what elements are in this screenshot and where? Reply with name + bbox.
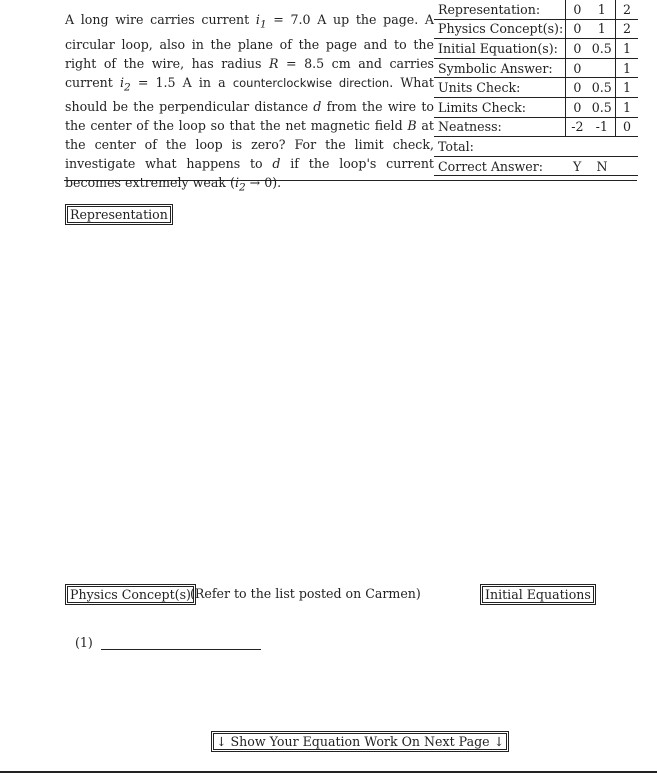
answer-no: N	[589, 156, 616, 176]
physics-concepts-note: (Refer to the list posted on Carmen)	[190, 586, 421, 601]
rubric-score: 0	[616, 117, 638, 137]
rubric-score	[566, 137, 589, 157]
rubric-score: 0	[566, 0, 589, 19]
next-page-notice	[211, 731, 509, 752]
physics-concepts-label: Physics Concept(s)	[70, 587, 191, 602]
problem-text: → 0).	[245, 175, 282, 191]
rubric-score: 0	[566, 78, 589, 98]
rubric-score: 1	[589, 0, 616, 19]
rubric-score: 1	[616, 39, 638, 59]
initial-equations-label: Initial Equations	[485, 587, 591, 602]
rubric-score: 0.5	[589, 78, 616, 98]
problem-text: = 1.5 A in a	[130, 74, 233, 90]
rubric-score: 1	[589, 19, 616, 39]
rubric-row	[434, 58, 638, 78]
problem-text: A long wire carries current	[65, 12, 256, 27]
problem-text: if the loop's current becomes extremely weak (	[65, 156, 434, 191]
direction-emphasis: counterclockwise direction	[232, 75, 390, 90]
rubric-label: Initial Equation(s):	[434, 39, 566, 59]
var-b: B	[407, 118, 417, 134]
var-d: d	[272, 156, 281, 172]
problem-text: at the center of the loop is zero? For the limit check, investigate what happens to	[65, 118, 434, 172]
var-i2: $i_2$	[119, 74, 131, 94]
problem-text: . What should be the perpendicular distance	[65, 74, 434, 115]
rubric-score: 0	[566, 58, 589, 78]
rubric-score: -2	[566, 117, 589, 137]
problem-text: = 7.0 A up the page. A circular loop, also in the plane of the page and to the right of the wire, has radius	[65, 12, 434, 71]
rubric-label: Representation:	[434, 0, 566, 19]
rubric-score: 0	[566, 39, 589, 59]
problem-statement	[65, 10, 434, 198]
rubric-score: -1	[589, 117, 616, 137]
var-d: d	[313, 99, 322, 115]
answer-yes: Y	[566, 156, 589, 176]
problem-text: from the wire to the center of the loop so that the net magnetic field	[65, 99, 434, 134]
rubric-label: Symbolic Answer:	[434, 58, 566, 78]
initial-equations-heading	[480, 584, 596, 605]
rubric-label: Units Check:	[434, 78, 566, 98]
rubric-score: 2	[616, 19, 638, 39]
rubric-score	[589, 58, 616, 78]
concept-answer-line	[101, 649, 261, 650]
rubric-score	[589, 137, 616, 157]
rubric-score: 1	[616, 97, 638, 117]
rubric-score: 1	[616, 78, 638, 98]
rubric-row	[434, 78, 638, 98]
rubric-row	[434, 156, 638, 176]
rubric-row	[434, 19, 638, 39]
rubric-label: Limits Check:	[434, 97, 566, 117]
physics-concepts-heading	[65, 584, 196, 605]
representation-heading	[65, 204, 173, 225]
rubric-score: 0	[566, 19, 589, 39]
section-divider	[64, 180, 637, 181]
rubric-score: 0.5	[589, 97, 616, 117]
rubric-label: Physics Concept(s):	[434, 19, 566, 39]
next-page-label: ↓ Show Your Equation Work On Next Page ↓	[216, 734, 505, 749]
rubric-label: Total:	[434, 137, 566, 157]
rubric-row	[434, 39, 638, 59]
rubric-row	[434, 137, 638, 157]
rubric-row	[434, 0, 638, 19]
rubric-score: 2	[616, 0, 638, 19]
grading-rubric	[434, 0, 638, 176]
rubric-score	[616, 137, 638, 157]
page-bottom-rule	[0, 771, 657, 773]
problem-text: = 8.5 cm and carries current	[65, 55, 434, 90]
var-r: R	[268, 55, 279, 71]
var-i2: $i_2$	[234, 175, 246, 194]
representation-label: Representation	[70, 207, 168, 222]
rubric-score: 0.5	[589, 39, 616, 59]
rubric-row	[434, 97, 638, 117]
rubric-label: Correct Answer:	[434, 156, 566, 176]
rubric-score: 1	[616, 58, 638, 78]
rubric-label: Neatness:	[434, 117, 566, 137]
rubric-score	[616, 156, 638, 176]
var-i1: $i_1$	[255, 12, 267, 31]
concept-item-number: (1)	[75, 635, 93, 650]
rubric-score: 0	[566, 97, 589, 117]
rubric-row	[434, 117, 638, 137]
